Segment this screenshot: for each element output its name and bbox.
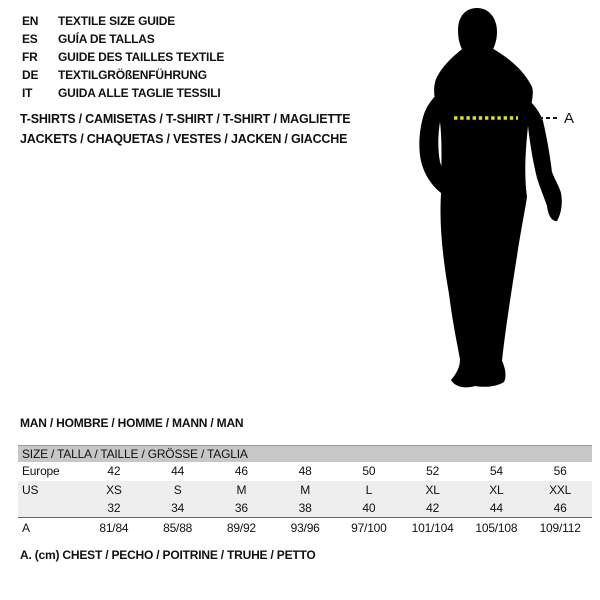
table-cell: XS xyxy=(106,483,122,497)
table-cell: 89/92 xyxy=(226,521,256,535)
size-table-header: SIZE / TALLA / TAILLE / GRÖSSE / TAGLIA xyxy=(18,445,592,462)
product-lines xyxy=(20,109,350,149)
table-row xyxy=(18,499,592,517)
table-cell: 48 xyxy=(298,464,312,478)
table-cell: 38 xyxy=(298,501,312,515)
size-table-body xyxy=(18,462,592,538)
product-line: T-SHIRTS / CAMISETAS / T-SHIRT / T-SHIRT / MAGLIETTE xyxy=(20,112,351,126)
table-cell: XXL xyxy=(549,483,572,497)
product-line: JACKETS / CHAQUETAS / VESTES / JACKEN / GIACCHE xyxy=(20,132,348,146)
language-label: TEXTILE SIZE GUIDE xyxy=(58,14,176,28)
row-label xyxy=(18,499,82,517)
language-code: ES xyxy=(22,32,38,46)
language-list xyxy=(22,12,224,102)
table-cell: 36 xyxy=(234,501,248,515)
language-code: FR xyxy=(22,50,38,64)
table-cell: 56 xyxy=(553,464,567,478)
table-cell: 81/84 xyxy=(99,521,129,535)
language-label: TEXTILGRÖßENFÜHRUNG xyxy=(58,68,207,82)
table-cell: 40 xyxy=(362,501,376,515)
language-row xyxy=(22,48,224,66)
language-label: GUIDA ALLE TAGLIE TESSILI xyxy=(58,86,221,100)
table-cell: 101/104 xyxy=(411,521,454,535)
table-cell: 54 xyxy=(489,464,503,478)
measurement-footnote: A. (cm) CHEST / PECHO / POITRINE / TRUHE / PETTO xyxy=(20,548,316,562)
language-code: EN xyxy=(22,14,39,28)
language-label: GUÍA DE TALLAS xyxy=(58,32,155,46)
table-cell: L xyxy=(365,483,373,497)
size-table xyxy=(18,445,592,538)
table-cell: S xyxy=(173,483,182,497)
table-row xyxy=(18,517,592,538)
table-cell: 32 xyxy=(107,501,121,515)
table-cell: XL xyxy=(425,483,440,497)
man-silhouette-icon xyxy=(390,0,600,410)
row-label: A xyxy=(22,521,30,535)
table-cell: 42 xyxy=(107,464,121,478)
table-cell: 109/112 xyxy=(539,521,581,535)
row-label: Europe xyxy=(22,464,60,478)
table-row xyxy=(18,481,592,499)
gender-line: MAN / HOMBRE / HOMME / MANN / MAN xyxy=(20,416,244,430)
language-row xyxy=(22,84,224,102)
table-cell: 93/96 xyxy=(290,521,320,535)
table-cell: 46 xyxy=(553,501,567,515)
table-cell: M xyxy=(300,483,311,497)
table-cell: 105/108 xyxy=(475,521,518,535)
body-shape xyxy=(434,45,533,387)
table-cell: 85/88 xyxy=(163,521,193,535)
man-silhouette-figure xyxy=(390,0,600,410)
table-cell: 46 xyxy=(234,464,248,478)
language-code: DE xyxy=(22,68,39,82)
language-row xyxy=(22,30,224,48)
table-cell: XL xyxy=(489,483,504,497)
table-cell: 44 xyxy=(171,464,185,478)
measure-label-a: A xyxy=(564,110,574,127)
language-row xyxy=(22,66,224,84)
language-code: IT xyxy=(22,86,33,100)
table-cell: 44 xyxy=(489,501,503,515)
table-cell: 42 xyxy=(426,501,440,515)
table-cell: 34 xyxy=(171,501,185,515)
table-cell: 52 xyxy=(426,464,440,478)
table-cell: 97/100 xyxy=(351,521,387,535)
table-cell: M xyxy=(236,483,247,497)
language-row xyxy=(22,12,224,30)
table-cell: 50 xyxy=(362,464,376,478)
row-label: US xyxy=(22,483,39,497)
table-row xyxy=(18,462,592,481)
language-label: GUIDE DES TAILLES TEXTILE xyxy=(58,50,225,64)
